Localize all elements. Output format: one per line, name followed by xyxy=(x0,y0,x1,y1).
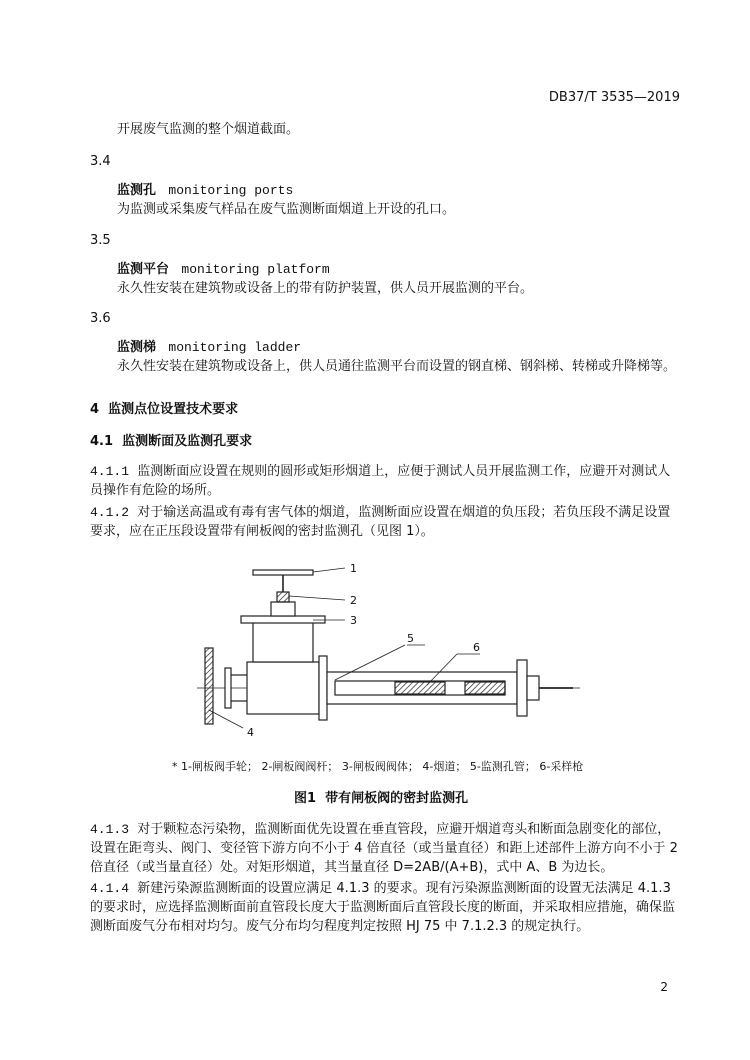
page-number: 2 xyxy=(660,980,668,994)
figure-caption xyxy=(294,790,468,808)
term-number: 3.6 xyxy=(90,311,111,326)
clause-text: 对于颗粒态污染物，监测断面优先设置在垂直管段，应避开烟道弯头和断面急剧变化的部位， xyxy=(137,822,671,837)
callout-5: 5 xyxy=(407,632,414,645)
clause-line: 要求，应在正压段设置带有闸板阀的密封监测孔（见图 1）。 xyxy=(90,524,434,539)
term-heading xyxy=(117,261,330,279)
clause-number: 4.1.1 xyxy=(90,464,130,479)
clause-line: 设置在距弯头、阀门、变径管下游方向不小于 4 倍直径（或当量直径）和距上述部件上游方向不小于 2 xyxy=(90,841,678,856)
term-en: monitoring ladder xyxy=(168,340,302,355)
callout-2: 2 xyxy=(350,594,357,607)
figure-number: 图1 xyxy=(294,791,317,806)
term-cn: 监测梯 xyxy=(117,340,157,355)
document-number: DB37/T 3535—2019 xyxy=(548,90,680,105)
term-en: monitoring platform xyxy=(181,262,330,277)
section-number: 4 xyxy=(90,402,100,417)
callout-3: 3 xyxy=(350,614,357,627)
clause-number: 4.1.3 xyxy=(90,822,130,837)
clause-line xyxy=(90,463,670,481)
term-number: 3.5 xyxy=(90,233,111,248)
term-definition: 永久性安装在建筑物或设备上的带有防护装置，供人员开展监测的平台。 xyxy=(117,281,534,296)
callout-6: 6 xyxy=(473,641,480,654)
figure-title: 带有闸板阀的密封监测孔 xyxy=(325,791,469,806)
clause-line: 倍直径（或当量直径）处。对矩形烟道，其当量直径 D=2AB/(A+B)，式中 A、B 为边长。 xyxy=(90,860,614,875)
subsection-number: 4.1 xyxy=(90,434,114,449)
term-number: 3.4 xyxy=(90,154,111,169)
subsection-heading xyxy=(90,433,252,451)
clause-number: 4.1.4 xyxy=(90,881,130,896)
term-definition: 永久性安装在建筑物或设备上，供人员通往监测平台而设置的钢直梯、钢斜梯、转梯或升降梯等。 xyxy=(117,359,677,374)
figure-legend: * 1-闸板阀手轮； 2-闸板阀阀杆； 3-闸板阀阀体； 4-烟道； 5-监测孔管； 6-采样枪 xyxy=(172,760,584,773)
term-cn: 监测孔 xyxy=(117,183,157,198)
continuation-text: 开展废气监测的整个烟道截面。 xyxy=(117,122,300,137)
clause-line xyxy=(90,504,670,522)
clause-line: 的要求时，应选择监测断面前直管段长度大于监测断面后直管段长度的断面，并采取相应措施，确保监 xyxy=(90,900,676,915)
clause-text: 对于输送高温或有毒有害气体的烟道，监测断面应设置在烟道的负压段；若负压段不满足设置 xyxy=(137,505,671,520)
term-en: monitoring ports xyxy=(168,183,294,198)
clause-line xyxy=(90,821,670,839)
clause-line: 员操作有危险的场所。 xyxy=(90,483,221,498)
callout-4: 4 xyxy=(247,726,254,739)
term-heading xyxy=(117,182,293,200)
term-cn: 监测平台 xyxy=(117,262,170,277)
subsection-title: 监测断面及监测孔要求 xyxy=(122,434,253,449)
section-heading xyxy=(90,401,238,419)
clause-line xyxy=(90,880,671,898)
term-heading xyxy=(117,339,301,357)
callout-1: 1 xyxy=(350,562,357,575)
clause-text: 监测断面应设置在规则的圆形或矩形烟道上，应便于测试人员开展监测工作，应避开对测试人 xyxy=(137,464,671,479)
sealed-monitoring-port-diagram xyxy=(195,560,595,750)
section-title: 监测点位设置技术要求 xyxy=(108,402,239,417)
clause-number: 4.1.2 xyxy=(90,505,130,520)
clause-line: 测断面废气分布相对均匀。废气分布均匀程度判定按照 HJ 75 中 7.1.2.3 的规定执行。 xyxy=(90,919,590,934)
duct-wall xyxy=(205,648,213,724)
clause-text: 新建污染源监测断面的设置应满足 4.1.3 的要求。现有污染源监测断面的设置无法满足 4.1.3 xyxy=(137,881,671,896)
term-definition: 为监测或采集废气样品在废气监测断面烟道上开设的孔口。 xyxy=(117,202,456,217)
